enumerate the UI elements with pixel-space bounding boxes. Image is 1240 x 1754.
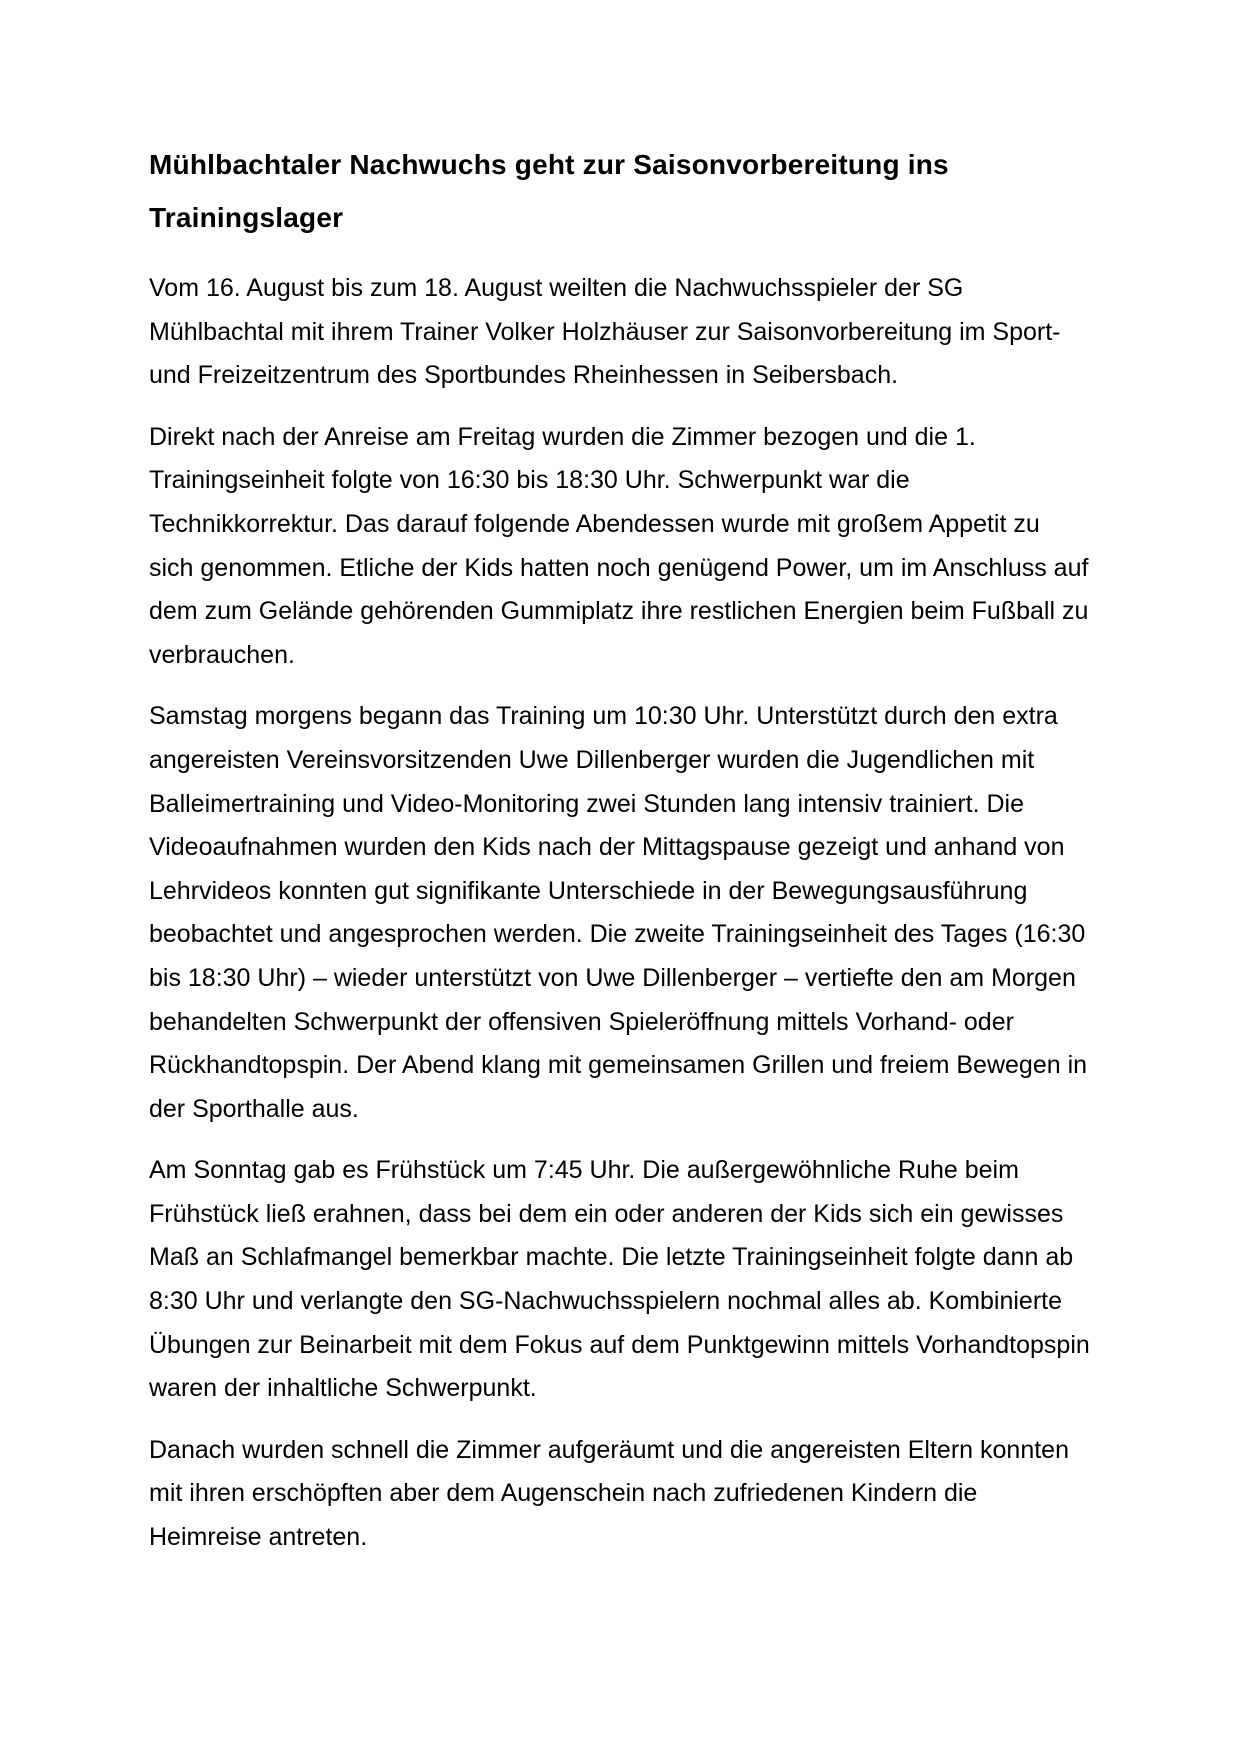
text-line: sich genommen. Etliche der Kids hatten noch genügend Power, um im Anschluss auf: [149, 553, 1089, 582]
text-line: Vom 16. August bis zum 18. August weilten die Nachwuchsspieler der SG: [149, 274, 964, 302]
text-line: bis 18:30 Uhr) – wieder unterstützt von Uwe Dillenberger – vertiefte den am Morgen: [149, 963, 1076, 992]
text-line: Rückhandtopspin. Der Abend klang mit gemeinsamen Grillen und freiem Bewegen in: [149, 1051, 1088, 1080]
text-line: Mühlbachtal mit ihrem Trainer Volker Holzhäuser zur Saisonvorbereitung im Sport-: [149, 317, 1061, 346]
text-line: angereisten Vereinsvorsitzenden Uwe Dillenberger wurden die Jugendlichen mit: [149, 745, 1035, 774]
text-line: Trainingseinheit folgte von 16:30 bis 18:30 Uhr. Schwerpunkt war die: [149, 466, 910, 495]
text-line: Danach wurden schnell die Zimmer aufgeräumt und die angereisten Eltern konnten: [149, 1435, 1069, 1464]
text-line: mit ihren erschöpften aber dem Augenschein nach zufriedenen Kindern die: [149, 1479, 978, 1508]
title-line: Trainingslager: [149, 202, 344, 233]
text-line: behandelten Schwerpunkt der offensiven Spieleröffnung mittels Vorhand- oder: [149, 1007, 1014, 1036]
article-content: [149, 138, 1129, 1578]
text-line: der Sporthalle aus.: [149, 1094, 359, 1123]
text-line: dem zum Gelände gehörenden Gummiplatz ihre restlichen Energien beim Fußball zu: [149, 597, 1089, 626]
text-line: Videoaufnahmen wurden den Kids nach der Mittagspause gezeigt und anhand von: [149, 833, 1065, 862]
article-body: [149, 267, 1129, 1560]
paragraph: [149, 1149, 1129, 1411]
text-line: Frühstück ließ erahnen, dass bei dem ein oder anderen der Kids sich ein gewisses: [149, 1199, 1064, 1228]
text-line: 8:30 Uhr und verlangte den SG-Nachwuchsspielern nochmal alles ab. Kombinierte: [149, 1287, 1063, 1316]
text-line: Maß an Schlafmangel bemerkbar machte. Die letzte Trainingseinheit folgte dann ab: [149, 1243, 1074, 1272]
text-line: Lehrvideos konnten gut signifikante Unterschiede in der Bewegungsausführung: [149, 876, 1028, 905]
paragraph: [149, 416, 1129, 678]
text-line: und Freizeitzentrum des Sportbundes Rheinhessen in Seibersbach.: [149, 361, 899, 390]
text-line: Direkt nach der Anreise am Freitag wurden die Zimmer bezogen und die 1.: [149, 422, 976, 451]
text-line: waren der inhaltliche Schwerpunkt.: [149, 1374, 537, 1403]
text-line: Übungen zur Beinarbeit mit dem Fokus auf dem Punktgewinn mittels Vorhandtopspin: [149, 1330, 1090, 1359]
title-line: Mühlbachtaler Nachwuchs geht zur Saisonvorbereitung ins: [149, 149, 949, 180]
article-title: [149, 138, 1129, 244]
text-line: beobachtet und angesprochen werden. Die zweite Trainingseinheit des Tages (16:30: [149, 920, 1086, 949]
text-line: Balleimertraining und Video-Monitoring zwei Stunden lang intensiv trainiert. Die: [149, 789, 1025, 818]
text-line: Samstag morgens begann das Training um 10:30 Uhr. Unterstützt durch den extra: [149, 702, 1058, 731]
paragraph: [149, 695, 1129, 1131]
text-line: Am Sonntag gab es Frühstück um 7:45 Uhr. Die außergewöhnliche Ruhe beim: [149, 1156, 1019, 1185]
text-line: verbrauchen.: [149, 640, 295, 669]
text-line: Heimreise antreten.: [149, 1523, 368, 1552]
paragraph: [149, 1429, 1129, 1560]
text-line: Technikkorrektur. Das darauf folgende Abendessen wurde mit großem Appetit zu: [149, 509, 1040, 538]
paragraph: [149, 267, 1129, 398]
